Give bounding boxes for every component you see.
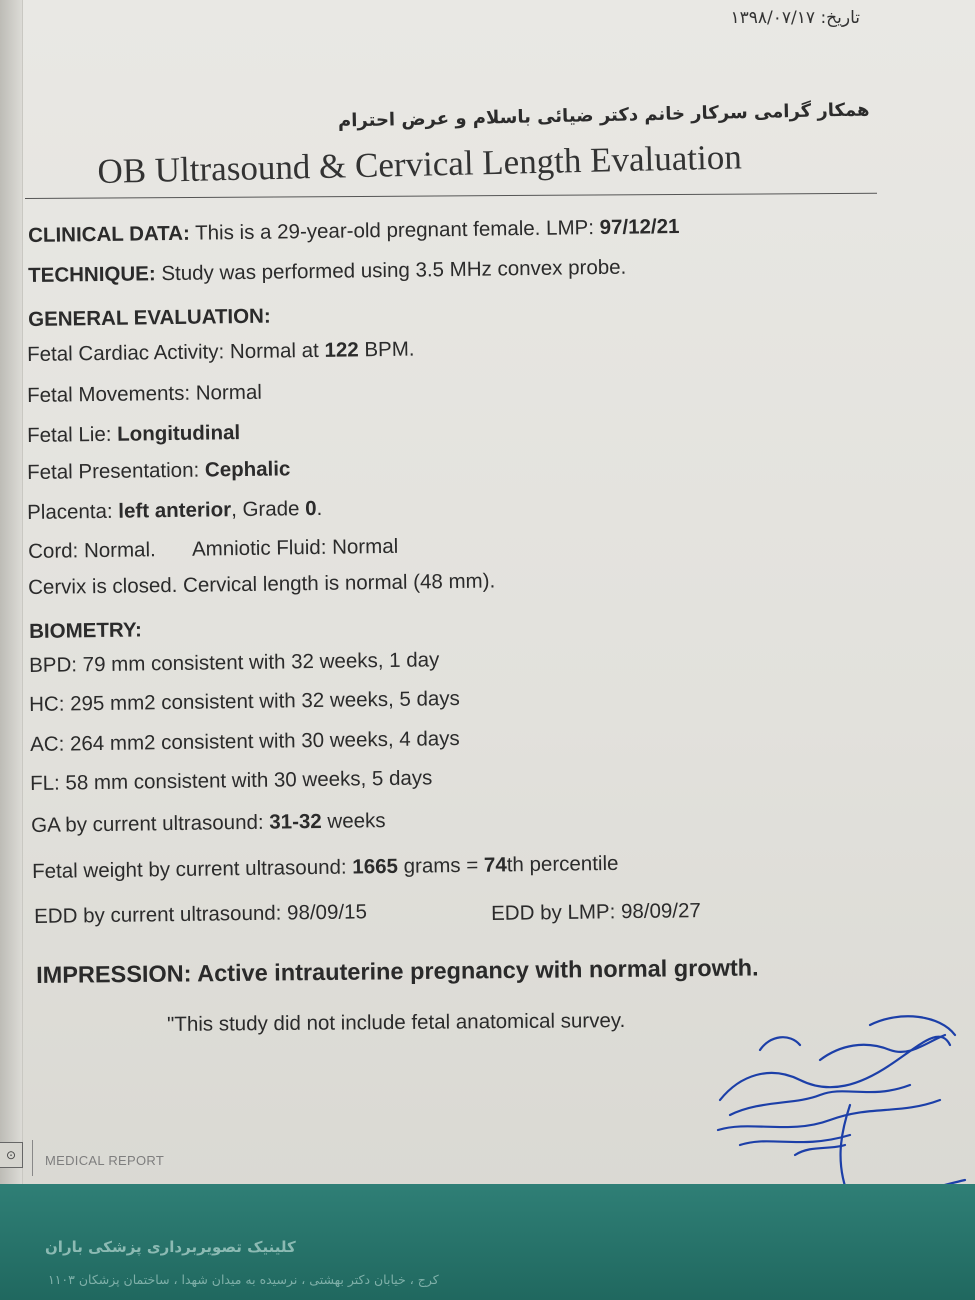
date-value: ۱۳۹۸/۰۷/۱۷ xyxy=(730,8,816,28)
fetal-weight-text: Fetal weight by current ultrasound: xyxy=(32,855,347,883)
fetal-lie-label: Fetal Lie: xyxy=(27,422,112,447)
edd-ultrasound: EDD by current ultrasound: 98/09/15 xyxy=(34,900,368,928)
footer-separator xyxy=(32,1140,33,1176)
report-logo-icon: ⊙ xyxy=(0,1142,23,1168)
fetal-presentation-line xyxy=(27,457,291,485)
placenta-location: left anterior xyxy=(118,498,232,523)
greeting: همکار گرامی سرکار خانم دکتر ضیائی باسلام و عرض احترام xyxy=(338,99,871,132)
fetal-cardiac-bpm: 122 xyxy=(324,338,359,362)
general-evaluation-heading: GENERAL EVALUATION: xyxy=(28,304,271,331)
fetal-weight-mid: grams = xyxy=(403,853,479,878)
ga-unit: weeks xyxy=(327,809,386,833)
edd-lmp: EDD by LMP: 98/09/27 xyxy=(491,899,701,925)
fl-line: FL: 58 mm consistent with 30 weeks, 5 days xyxy=(30,766,433,795)
cord-text: Cord: Normal. xyxy=(28,538,156,563)
ac-line: AC: 264 mm2 consistent with 30 weeks, 4 days xyxy=(30,727,460,756)
cervix-line: Cervix is closed. Cervical length is normal (48 mm). xyxy=(28,569,496,599)
technique-label: TECHNIQUE: xyxy=(28,262,156,287)
clinical-data-label: CLINICAL DATA: xyxy=(28,221,191,247)
ga-value: 31-32 xyxy=(269,809,322,834)
fetal-movements-line: Fetal Movements: Normal xyxy=(27,380,262,407)
lmp-value: 97/12/21 xyxy=(599,214,680,240)
date-label: تاریخ: xyxy=(820,8,860,28)
placenta-label: Placenta: xyxy=(27,499,113,524)
ga-line xyxy=(31,809,386,838)
fetal-cardiac-unit: BPM. xyxy=(364,337,415,362)
medical-report-label: MEDICAL REPORT xyxy=(45,1153,165,1168)
survey-note: "This study did not include fetal anatomical survey. xyxy=(167,1009,626,1036)
impression: IMPRESSION: Active intrauterine pregnancy with normal growth. xyxy=(36,954,759,988)
hc-line: HC: 295 mm2 consistent with 32 weeks, 5 days xyxy=(29,686,460,716)
percentile-suffix: th percentile xyxy=(506,851,619,877)
percentile-value: 74 xyxy=(483,853,507,877)
report-title: OB Ultrasound & Cervical Length Evaluation xyxy=(97,137,743,191)
bpd-line: BPD: 79 mm consistent with 32 weeks, 1 day xyxy=(29,648,440,677)
clinic-address: کرج ، خیابان دکتر بهشتی ، نرسیده به میدان شهدا ، ساختمان پزشکان ۱۱۰۳ xyxy=(48,1272,439,1287)
placenta-grade: 0 xyxy=(305,496,317,521)
fetal-lie-value: Longitudinal xyxy=(117,421,241,446)
fetal-lie-line xyxy=(27,421,240,448)
placenta-line xyxy=(27,497,322,525)
clinic-name: کلینیک تصویربرداری پزشکی باران xyxy=(45,1238,296,1256)
technique-text: Study was performed using 3.5 MHz convex probe. xyxy=(161,255,627,286)
clinical-data-text: This is a 29-year-old pregnant female. LMP: xyxy=(195,216,595,245)
fetal-presentation-value: Cephalic xyxy=(204,457,291,482)
fetal-cardiac-text: Fetal Cardiac Activity: Normal at xyxy=(27,338,319,366)
date-line xyxy=(731,8,860,28)
amniotic-fluid-text: Amniotic Fluid: Normal xyxy=(191,534,399,561)
fetal-presentation-label: Fetal Presentation: xyxy=(27,458,200,484)
biometry-heading: BIOMETRY: xyxy=(29,618,143,643)
ga-text: GA by current ultrasound: xyxy=(31,810,264,837)
fetal-weight-value: 1665 xyxy=(352,854,399,879)
placenta-end: . xyxy=(316,496,323,520)
placenta-grade-label: , Grade xyxy=(230,497,300,522)
signature-ink xyxy=(718,1016,965,1202)
paper-edge xyxy=(0,0,23,1185)
